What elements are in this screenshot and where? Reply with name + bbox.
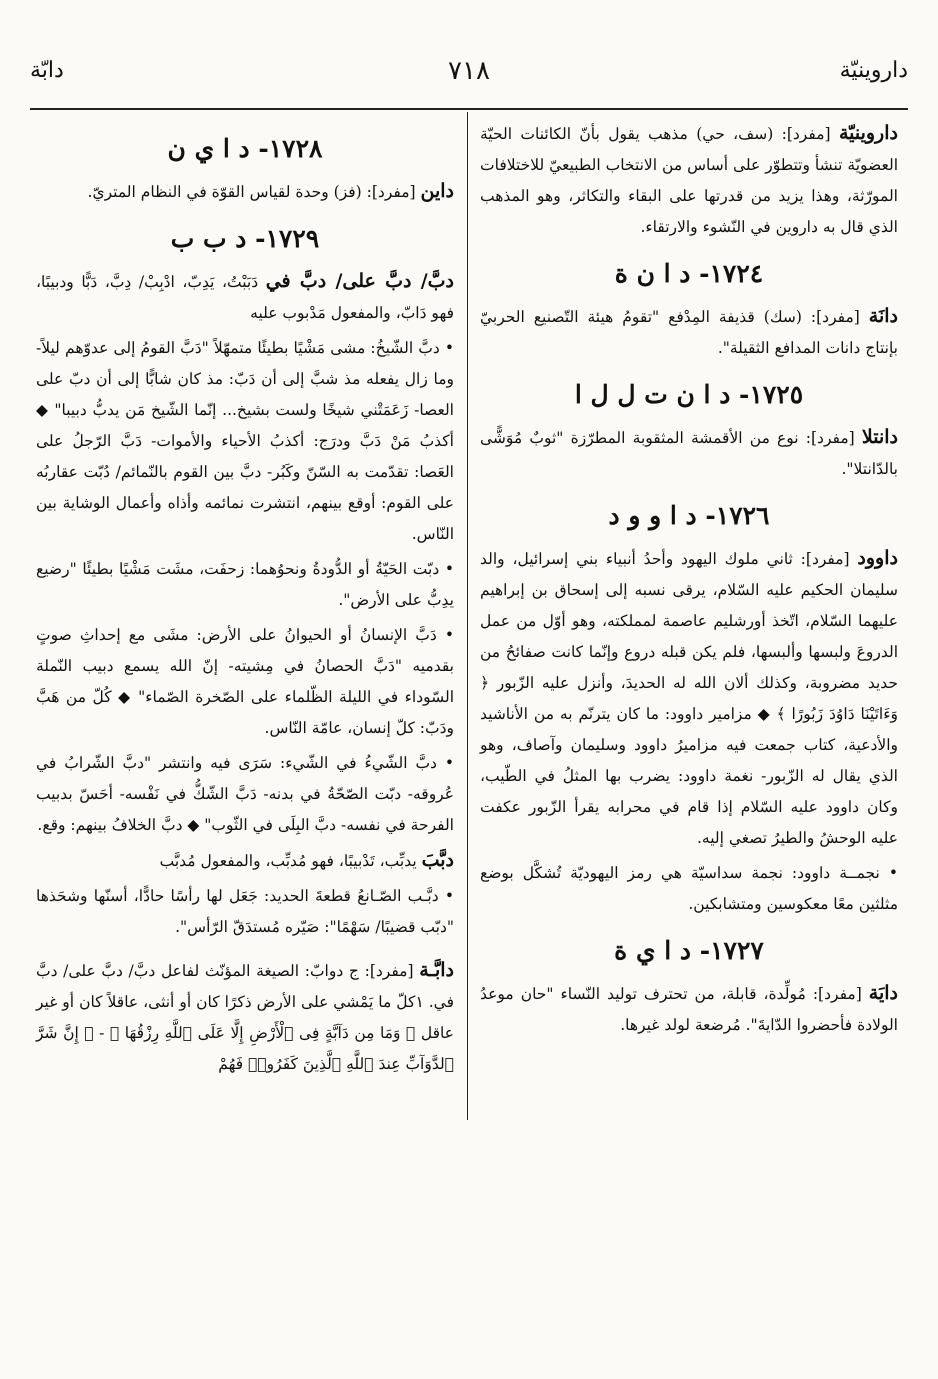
entry-text: [مفرد]: ج دوابّ: الصيغة المؤنّث لفاعل دبَّ/ دبَّ على/ دبَّ في. ١كلّ ما يَمْشي على الأرض ذكرًا كان أو أنثى، عاقلاً كان أو غير عاقل ﴿ وَمَا مِن دَآبَّةٍ فِى ٱلْأَرْضِ إِلَّا عَلَى ٱللَّهِ رِزْقُهَا ﴾ - ﴿ إِنَّ شَرَّ ٱلدَّوَآبِّ عِندَ ٱللَّهِ ٱلَّذِينَ كَفَرُوا۟ فَهُمْ: [36, 962, 454, 1073]
header-rule: [30, 108, 908, 110]
root-heading-1728: ١٧٢٨- د ا ي ن: [167, 134, 323, 163]
sense-4: • دبَّ الشّيءُ في الشّيء: سَرَى فيه وانتشر "دبَّ الشّرابُ في عُروقه- دبّت الصّحّةُ في بدنه- دَبَّ الشّكُّ في نَفْسه- أحَسّ بدبيب الفرحة في نفسه- دبَّ البِلَى في الثّوب" ◆ دبَّ الخلافُ بينهم: وقع.: [36, 754, 454, 834]
entry-text: دَبَبْتُ، يَدِبّ، ادْبِبْ/ دِبَّ، دَبًّا ودبيبًا، فهو دَابّ، والمفعول مَدْبوب عليه: [36, 273, 454, 322]
entry-text: [مفرد]: (سك) قذيفة المِدْفع "تقومُ هيئة التّصنيع الحربيّ بإنتاج دانات المدافع الثقيلة".: [480, 308, 898, 357]
headword: دانَة: [868, 305, 898, 327]
entry-darwinism: [480, 118, 898, 243]
root-heading-1729: ١٧٢٩- د ب ب: [170, 224, 320, 253]
root-heading-1724: ١٧٢٤- د ا ن ة: [614, 259, 764, 288]
entry-dabba: [36, 266, 454, 329]
sense-3: • دَبَّ الإنسانُ أو الحيوانُ على الأرض: مشَى مع إحداثِ صوتٍ بقدميه "دَبَّ الحصانُ في مِشيته- إنّ الله يسمع دبيب النّملة السّوداء في الليلة الظّلماء على الصّخرة الصّماء" ◆ كُلّ من هَبَّ ودَبّ: كلّ إنسان، عامّة النّاس.: [36, 626, 454, 737]
entry-text: [مفرد]: مُولِّدة، قابلة، من تحترف توليد النّساء "حان موعدُ الولادة فأحضروا الدّايةَ". مُرضعة لولد غيرها.: [480, 985, 898, 1034]
entry-text: يدبِّب، تَدْبيبًا، فهو مُدبِّب، والمفعول مُدبَّب: [159, 852, 417, 870]
headword: دبَّ/ دبَّ على/ دبَّ في: [265, 270, 454, 292]
right-column: [480, 118, 898, 1045]
sense-5: • دبَّـب الصّـانعُ قطعةَ الحديد: جَعَل لها رأسًا حادًّا، أسنّها وشحَذها "دبّب قضيبًا/ سَهْمًا": صَيّره مُستدَقّ الرّأس".: [36, 887, 454, 936]
entry-dawood: [480, 543, 898, 854]
root-heading-1726: ١٧٢٦- د ا و و د: [608, 501, 770, 530]
entry-dyne: [36, 176, 454, 208]
entry-star-of-david: • نجمــة داوود: نجمة سداسيّة هي رمز اليهوديّة تُشكَّل بوضع مثلثين معًا معكوسين ومتشابكين.: [480, 864, 898, 913]
entry-dana: [480, 301, 898, 364]
sense-1: • دبَّ الشّيخُ: مشى مَشْيًا بطيئًا متمهّلاً "دَبَّ القومُ إلى عدوّهم ليلاً- وما زال يفعله مذ شبَّ إلى أن دَبّ: مذ كان شابًّا إلى أن دبّ على العصا- زَعَمَتْني شيخًا ولست بشيخ... إنّما الشّيخ مَن يدبُّ دبيبا" ◆ أكذبُ مَنْ دَبَّ ودرَج: أكذبُ الأحياء والأموات- دَبَّ الرّجلُ على العَصا: تقدّمت به السّنّ وكَبُر- دبَّ بين القوم بالنّمائم/ دُبّت عقاربُه على القوم: أوقع بينهم، انتشرت نمائمه وأذاه وأعمال الوشاية بين النّاس.: [36, 339, 454, 543]
column-divider: [467, 112, 468, 1120]
headword: دبَّبَ: [421, 849, 454, 871]
left-column: [36, 118, 454, 1084]
entry-dabba-animal: [36, 955, 454, 1080]
page-number: ٧١٨: [448, 56, 490, 86]
entry-text: [مفرد]: (سف، حي) مذهب يقول بأنّ الكائنات الحيّة العضويّة تنشأ وتتطوّر على أساس من الانتخاب الطبيعيّ للاختلافات المورّثة، وهذا يزيد من قدرتها على البقاء والتكاثر، وهو المذهب الذي قال به داروين في النّشوء والارتقاء.: [480, 125, 898, 236]
entry-dabbaba: [36, 845, 454, 877]
headword: داروينيّة: [838, 122, 898, 144]
header-left-word: دابّة: [30, 58, 64, 83]
headword: دابَّـة: [419, 959, 454, 981]
root-heading-1725: ١٧٢٥- د ا ن ت ل ل ا: [574, 380, 804, 409]
page-header: [30, 58, 908, 98]
header-right-word: داروينيّة: [839, 58, 908, 83]
sense-2: • دبّت الحَيّةُ أو الدُّودةُ ونحوُهما: زحفَت، مشَت مَشْيًا بطيئًا "رضيع يدِبُّ على الأرض".: [36, 560, 454, 609]
entry-text: [مفرد]: ثاني ملوك اليهود وأحدُ أنبياء بني إسرائيل، والد سليمان الحكيم عليه السّلام، يرقى نسبه إلى إسحاق بن إبراهيم عليهما السّلام، اتّخذ أورشليم عاصمة لمملكته، وهو أوّل من عمل الدروعَ ولبسها وألبسها، فلم يكن قبله دروع وإنّما كانت صفائحُ من حديد مضروبة، وكذلك ألان الله له الحديدَ، وأنزل عليه الزّبور ﴿ وَءَاتَيْنَا دَاوُدَ زَبُورًا ﴾ ◆ مزامير داوود: ما كان يترنّم به من الأناشيد والأدعية، كتاب جمعت فيه مزاميرُ داوود وسليمان وآصاف، وهو الذي يقال له الزّبور- نغمة داوود: يضرب بها المثلُ في الطّيب، وكان داوود عليه السّلام إذا قام في محرابه يقرأ الزّبور عكفت عليه الوحشُ والطيرُ تصغي إليه.: [480, 550, 898, 847]
entry-text: [مفرد]: (فز) وحدة لقياس القوّة في النظام المتريّ.: [87, 183, 416, 201]
headword: دايَة: [868, 982, 898, 1004]
headword: داين: [420, 180, 454, 202]
headword: دانتلا: [861, 426, 898, 448]
entry-dantella: [480, 422, 898, 485]
entry-text: [مفرد]: نوع من الأقمشة المثقوبة المطرّزة "ثوبٌ مُوَشًّى بالدّانتلا".: [480, 429, 898, 478]
headword: داوود: [857, 547, 898, 569]
entry-daya: [480, 978, 898, 1041]
root-heading-1727: ١٧٢٧- د ا ي ة: [614, 936, 764, 965]
